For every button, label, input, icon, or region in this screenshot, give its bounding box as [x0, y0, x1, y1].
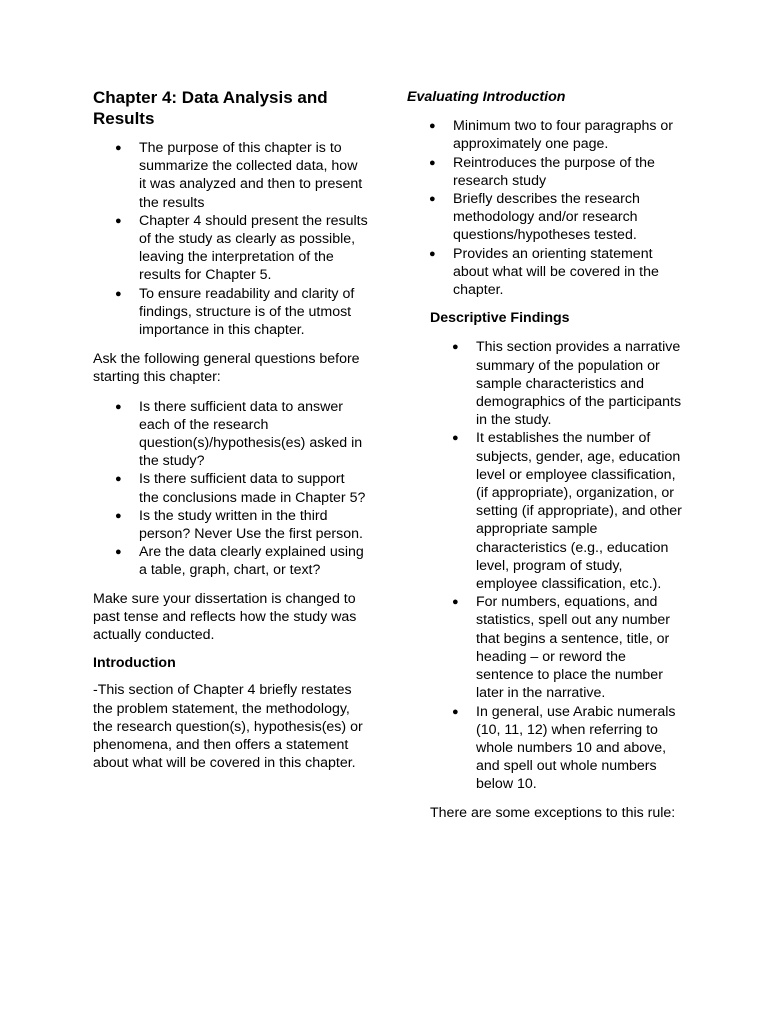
bullet-icon: ● — [429, 156, 436, 169]
bullet-icon: ● — [429, 247, 436, 260]
list-item-text: Are the data clearly explained using a table, graph, chart, or text? — [139, 544, 364, 579]
bullet-icon: ● — [452, 432, 459, 445]
bullet-icon: ● — [452, 705, 459, 718]
right-column — [407, 85, 682, 822]
introduction-heading: Introduction — [93, 655, 176, 672]
descriptive-findings-list — [407, 338, 682, 793]
list-item — [407, 429, 682, 593]
left-column — [93, 85, 368, 773]
list-item-text: The purpose of this chapter is to summarize the collected data, how it was analyzed and then to present the results — [139, 140, 363, 211]
list-item-text: Briefly describes the research methodology and/or research questions/hypotheses tested. — [453, 191, 640, 244]
bullet-icon: ● — [115, 214, 122, 227]
list-item — [407, 703, 682, 794]
list-item — [93, 212, 368, 285]
bullet-icon: ● — [429, 193, 436, 206]
bullet-icon: ● — [115, 142, 122, 154]
exceptions-paragraph: There are some exceptions to this rule: — [430, 804, 676, 821]
bullet-icon: ● — [452, 341, 459, 354]
list-item-text: In general, use Arabic numerals (10, 11, 12) when referring to whole numbers 10 and above, and spell out whole numbers below 10. — [476, 703, 676, 793]
bullet-icon: ● — [115, 473, 122, 486]
list-item — [407, 154, 682, 190]
purpose-list — [93, 139, 368, 339]
list-item — [407, 338, 682, 429]
list-item-text: For numbers, equations, and statistics, spell out any number that begins a sentence, title, or heading – or reword the sentence to place the number later in the narrative. — [476, 594, 670, 702]
past-tense-paragraph: Make sure your dissertation is changed to past tense and reflects how the study was actually conducted. — [93, 590, 357, 644]
list-item — [93, 285, 368, 340]
questions-list — [93, 398, 368, 580]
list-item-text: To ensure readability and clarity of findings, structure is of the utmost importance in this chapter. — [139, 285, 355, 339]
ask-questions-paragraph: Ask the following general questions before starting this chapter: — [93, 351, 360, 386]
descriptive-findings-heading: Descriptive Findings — [430, 310, 570, 327]
list-item-text: Is the study written in the third person? Never Use the first person. — [139, 507, 363, 543]
list-item-text: This section provides a narrative summary of the population or sample characteristics and demographics of the participants in the study. — [476, 339, 682, 429]
chapter-title: Chapter 4: Data Analysis and Results — [93, 88, 328, 128]
list-item-text: Provides an orienting statement about what will be covered in the chapter. — [453, 245, 659, 299]
evaluating-introduction-heading: Evaluating Introduction — [407, 89, 566, 105]
introduction-paragraph: -This section of Chapter 4 briefly restates the problem statement, the methodology, the research question(s), hypothesis(es) or phenomena, and then offers a statement about what will be covered in this chapter. — [93, 682, 363, 772]
bullet-icon: ● — [429, 120, 436, 133]
list-item — [407, 593, 682, 702]
list-item-text: Minimum two to four paragraphs or approximately one page. — [453, 118, 673, 153]
list-item-text: Reintroduces the purpose of the research study — [453, 154, 655, 189]
list-item — [93, 470, 368, 506]
list-item — [407, 117, 682, 153]
bullet-icon: ● — [115, 509, 122, 522]
list-item — [93, 507, 368, 543]
list-item-text: Is there sufficient data to answer each of the research question(s)/hypothesis(es) asked in the study? — [139, 398, 363, 470]
bullet-icon: ● — [115, 546, 122, 559]
list-item-text: Chapter 4 should present the results of the study as clearly as possible, leaving the interpretation of the results for Chapter 5. — [139, 212, 368, 284]
bullet-icon: ● — [115, 287, 122, 300]
list-item — [93, 139, 368, 212]
list-item — [93, 543, 368, 579]
list-item — [93, 398, 368, 471]
list-item-text: Is there sufficient data to support the conclusions made in Chapter 5? — [139, 471, 366, 506]
bullet-icon: ● — [452, 596, 459, 609]
evaluating-list — [407, 117, 682, 299]
list-item — [407, 190, 682, 245]
list-item — [407, 245, 682, 300]
bullet-icon: ● — [115, 400, 122, 413]
list-item-text: It establishes the number of subjects, gender, age, education level or employee classification, (if appropriate), organization, or setting (if appropriate), and other appropriate sample characteristics (e.g., education level, program of study, employee classification, etc.). — [476, 430, 682, 593]
